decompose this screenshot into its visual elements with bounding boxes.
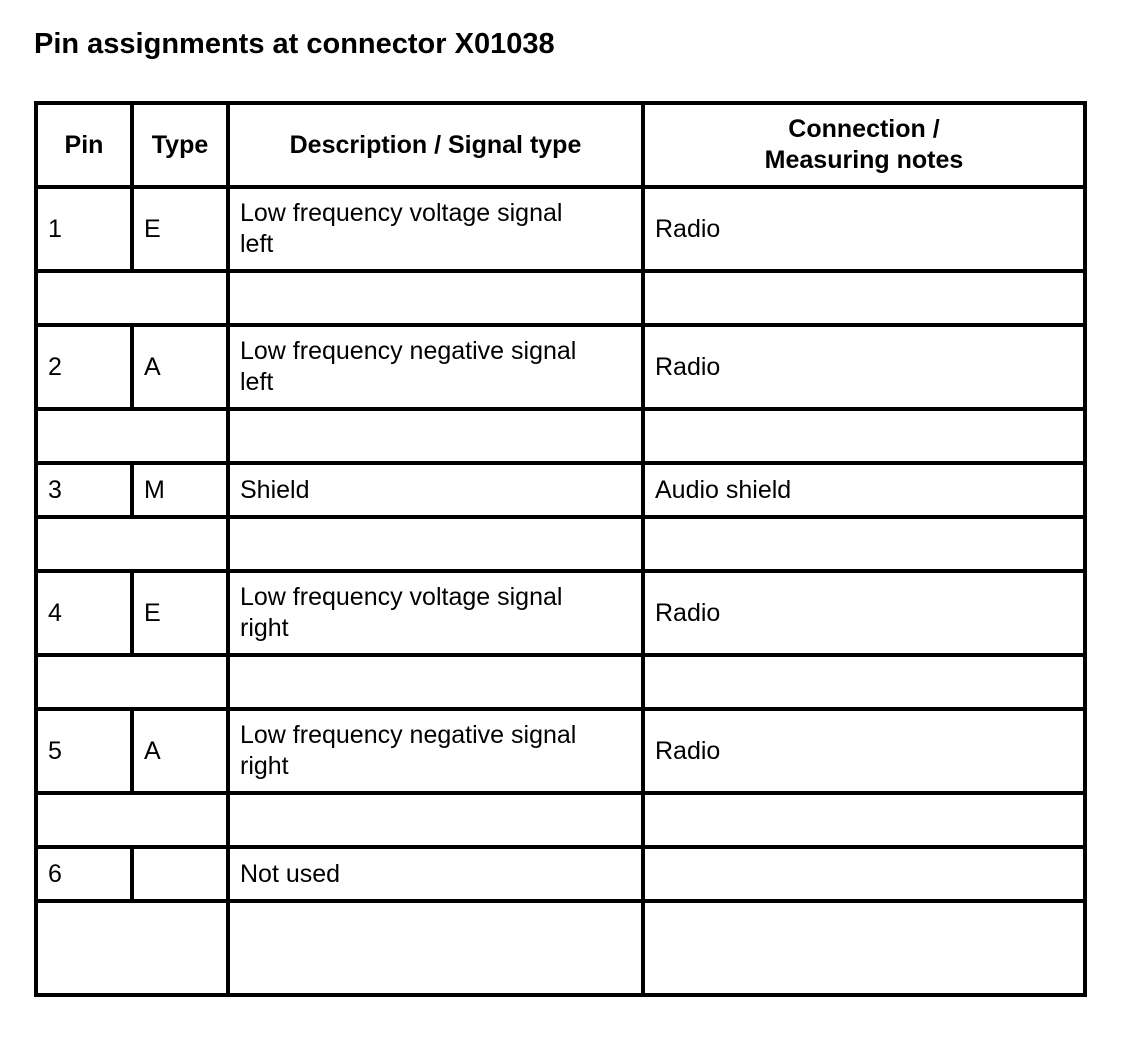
description-line: Low frequency voltage signal bbox=[240, 583, 563, 611]
spacer-cell bbox=[228, 517, 643, 571]
spacer-cell bbox=[643, 655, 1085, 709]
spacer-row bbox=[36, 517, 1085, 571]
description-line: Low frequency voltage signal bbox=[240, 199, 563, 227]
spacer-cell bbox=[228, 271, 643, 325]
description-cell: Shield bbox=[228, 463, 643, 517]
description-line: left bbox=[240, 230, 274, 258]
spacer-row bbox=[36, 655, 1085, 709]
table-row bbox=[36, 187, 1085, 271]
spacer-cell bbox=[228, 409, 643, 463]
type-cell: E bbox=[132, 571, 228, 655]
pin-cell: 2 bbox=[36, 325, 132, 409]
header-pin: Pin bbox=[36, 103, 132, 187]
spacer-cell bbox=[36, 901, 228, 995]
spacer-cell bbox=[643, 901, 1085, 995]
description-cell bbox=[228, 187, 643, 271]
description-cell bbox=[228, 571, 643, 655]
description-line: right bbox=[240, 614, 289, 642]
description-line: Low frequency negative signal bbox=[240, 337, 577, 365]
table-row bbox=[36, 571, 1085, 655]
pin-assignment-table bbox=[34, 101, 1087, 997]
connection-cell: Radio bbox=[643, 187, 1085, 271]
type-cell: A bbox=[132, 709, 228, 793]
description-line: Low frequency negative signal bbox=[240, 721, 577, 749]
pin-cell: 3 bbox=[36, 463, 132, 517]
connection-cell bbox=[643, 847, 1085, 901]
spacer-row bbox=[36, 409, 1085, 463]
description-line: right bbox=[240, 752, 289, 780]
description-cell bbox=[228, 709, 643, 793]
spacer-cell bbox=[228, 793, 643, 847]
header-connection-line1: Connection / bbox=[788, 115, 940, 143]
table-row bbox=[36, 709, 1085, 793]
connection-cell: Audio shield bbox=[643, 463, 1085, 517]
type-cell: A bbox=[132, 325, 228, 409]
spacer-row bbox=[36, 793, 1085, 847]
spacer-cell bbox=[36, 409, 228, 463]
spacer-cell bbox=[228, 901, 643, 995]
spacer-cell bbox=[36, 271, 228, 325]
header-connection-line2: Measuring notes bbox=[764, 146, 964, 174]
description-cell bbox=[228, 325, 643, 409]
spacer-cell bbox=[643, 409, 1085, 463]
type-cell bbox=[132, 847, 228, 901]
spacer-cell bbox=[36, 517, 228, 571]
spacer-cell bbox=[643, 517, 1085, 571]
header-description: Description / Signal type bbox=[228, 103, 643, 187]
connection-cell: Radio bbox=[643, 571, 1085, 655]
header-connection bbox=[643, 103, 1085, 187]
header-type: Type bbox=[132, 103, 228, 187]
spacer-cell bbox=[36, 655, 228, 709]
spacer-cell bbox=[36, 793, 228, 847]
connection-cell: Radio bbox=[643, 325, 1085, 409]
page-title: Pin assignments at connector X01038 bbox=[34, 28, 555, 60]
description-line: left bbox=[240, 368, 274, 396]
description-cell: Not used bbox=[228, 847, 643, 901]
connection-cell: Radio bbox=[643, 709, 1085, 793]
type-cell: M bbox=[132, 463, 228, 517]
spacer-cell bbox=[643, 793, 1085, 847]
spacer-cell bbox=[643, 271, 1085, 325]
pin-cell: 1 bbox=[36, 187, 132, 271]
table-header-row bbox=[36, 103, 1085, 187]
spacer-cell bbox=[228, 655, 643, 709]
pin-cell: 6 bbox=[36, 847, 132, 901]
table-row bbox=[36, 847, 1085, 901]
table-row bbox=[36, 463, 1085, 517]
spacer-row bbox=[36, 271, 1085, 325]
pin-cell: 5 bbox=[36, 709, 132, 793]
pin-cell: 4 bbox=[36, 571, 132, 655]
table-row bbox=[36, 325, 1085, 409]
spacer-row bbox=[36, 901, 1085, 995]
type-cell: E bbox=[132, 187, 228, 271]
